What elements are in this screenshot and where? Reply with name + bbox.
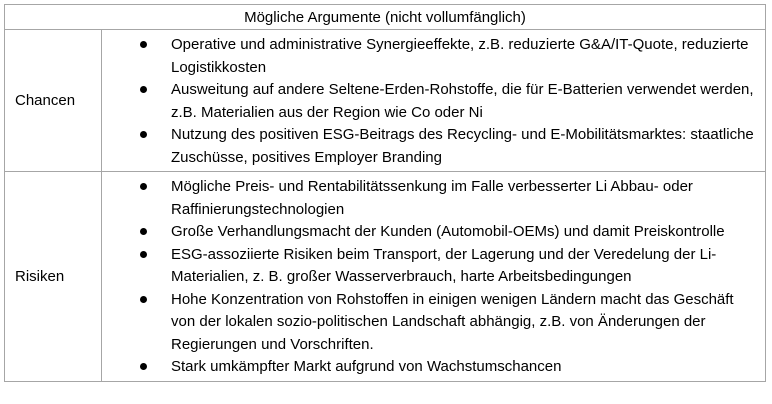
bullet-icon	[140, 363, 147, 370]
list-item-text: Ausweitung auf andere Seltene-Erden-Rohstoffe, die für E-Batterien verwendet werden, z.B. Materialien aus der Region wie Co oder Ni	[171, 81, 754, 121]
list-item	[102, 79, 759, 124]
row-content-risiken	[102, 172, 765, 381]
list-item	[102, 289, 759, 357]
list-item	[102, 221, 759, 244]
list-item-text: Operative und administrative Synergieeffekte, z.B. reduzierte G&A/IT-Quote, reduzierte Logistikkosten	[171, 36, 749, 76]
bullet-list-chancen	[102, 34, 759, 169]
row-label-chancen: Chancen	[5, 30, 102, 171]
list-item-text: Hohe Konzentration von Rohstoffen in einigen wenigen Ländern macht das Geschäft von der lokalen sozio-politischen Landschaft abhängig, z.B. von Änderungen der Regierungen und Vorschriften.	[171, 290, 734, 353]
list-item-text: Stark umkämpfter Markt aufgrund von Wachstumschancen	[171, 358, 562, 375]
list-item-text: Nutzung des positiven ESG-Beitrags des Recycling- und E-Mobilitätsmarktes: staatliche Zuschüsse, positives Employer Branding	[171, 126, 754, 166]
list-item	[102, 356, 759, 379]
list-item-text: Große Verhandlungsmacht der Kunden (Automobil-OEMs) und damit Preiskontrolle	[171, 223, 725, 240]
bullet-icon	[140, 86, 147, 93]
list-item-text: Mögliche Preis- und Rentabilitätssenkung im Falle verbesserter Li Abbau- oder Raffinierungstechnologien	[171, 178, 693, 218]
table-header: Mögliche Argumente (nicht vollumfänglich)	[5, 5, 765, 30]
list-item-text: ESG-assoziierte Risiken beim Transport, der Lagerung und der Veredelung der Li-Materialien, z. B. großer Wasserverbrauch, harte Arbeitsbedingungen	[171, 245, 717, 285]
row-chancen	[5, 30, 765, 172]
bullet-icon	[140, 228, 147, 235]
bullet-icon	[140, 251, 147, 258]
bullet-icon	[140, 296, 147, 303]
bullet-icon	[140, 131, 147, 138]
list-item	[102, 124, 759, 169]
list-item	[102, 34, 759, 79]
row-label-risiken: Risiken	[5, 172, 102, 381]
row-risiken	[5, 172, 765, 381]
arguments-table	[4, 4, 766, 382]
row-content-chancen	[102, 30, 765, 171]
bullet-icon	[140, 41, 147, 48]
list-item	[102, 176, 759, 221]
list-item	[102, 244, 759, 289]
bullet-list-risiken	[102, 176, 759, 379]
bullet-icon	[140, 183, 147, 190]
